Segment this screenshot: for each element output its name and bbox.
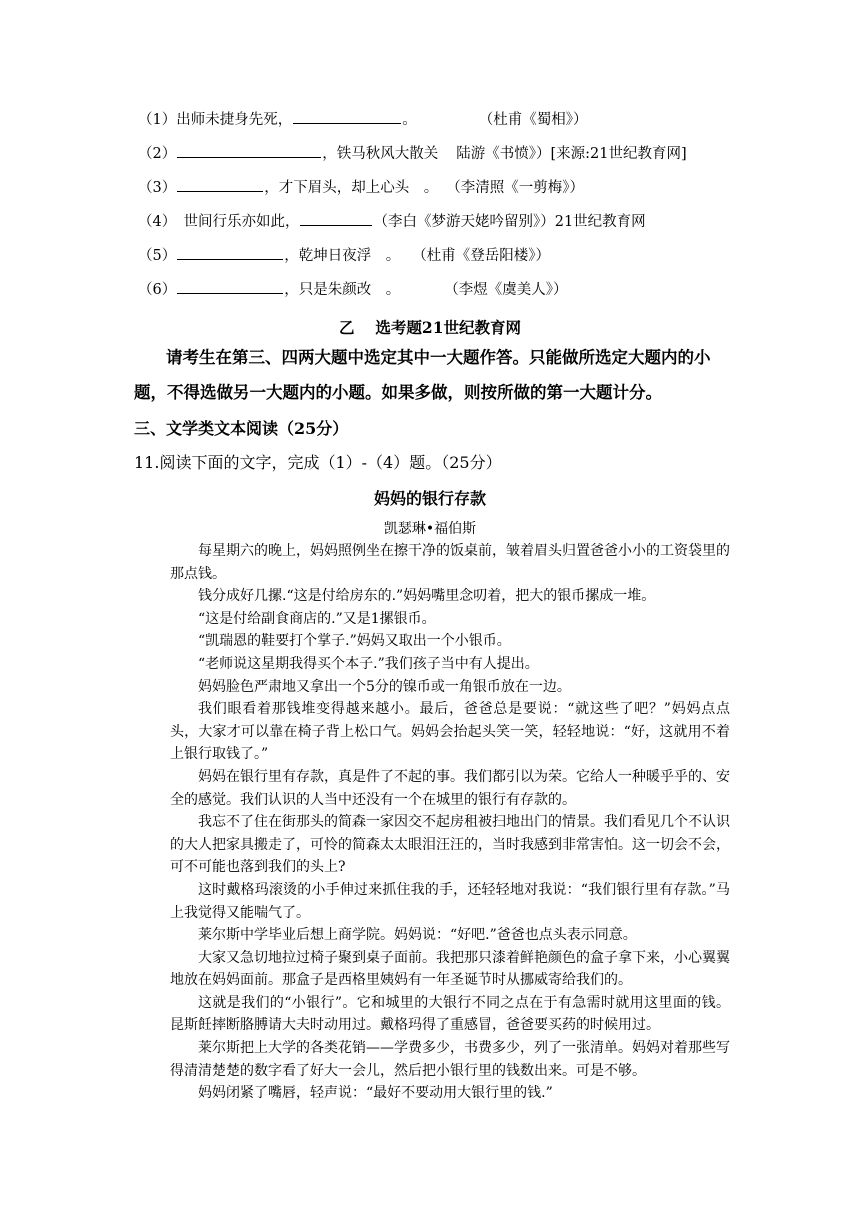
story-paragraph: 这就是我们的“小银行”。它和城里的大银行不同之点在于有急需时就用这里面的钱。昆斯飪摔断胳膊请大夫时动用过。戴格玛得了重感冒，爸爸要买药的时候用过。	[170, 994, 730, 1034]
story-paragraph: 妈妈脸色严肃地又拿出一个5分的镍币或一角银币放在一边。	[198, 678, 571, 695]
story-title: 妈妈的银行存款	[373, 489, 486, 508]
answer-blank[interactable]	[177, 279, 283, 294]
quote-text-after: 。	[402, 112, 417, 128]
quote-line-4	[138, 210, 646, 234]
quote-line-2	[138, 142, 687, 166]
quote-source: （李白《梦游天姥吟留别》）21世纪教育网	[373, 214, 646, 230]
quote-text-after: ，才下眉头，却上心头 。	[264, 180, 439, 196]
quote-text-before: 世间行乐亦如此，	[168, 214, 300, 230]
story-paragraph: “老师说这星期我得买个本子.”我们孩子当中有人提出。	[198, 655, 539, 672]
section-3-heading: 三、文学类文本阅读（25分）	[134, 419, 349, 438]
quote-number: （4）	[138, 214, 169, 230]
quote-number: （6）	[138, 282, 177, 298]
story-paragraph: 妈妈闭紧了嘴唇，轻声说：“最好不要动用大银行里的钱.”	[198, 1085, 553, 1102]
story-body	[170, 540, 730, 1105]
quote-source: 陆游《书愤》）[来源:21世纪教育网]	[456, 146, 687, 162]
quote-number: （2）	[138, 146, 177, 162]
quote-line-6	[138, 278, 567, 302]
quote-source: （李煜《虞美人》）	[444, 282, 568, 298]
story-paragraph: 这时戴格玛滚烫的小手伸过来抓住我的手，还轻轻地对我说：“我们银行里有存款。”马上我觉得又能喘气了。	[170, 881, 730, 921]
story-paragraph: “凯瑞恩的鞋要打个掌子.”妈妈又取出一个小银币。	[198, 633, 511, 650]
story-paragraph: 每星期六的晚上，妈妈照例坐在擦干净的饭桌前，皱着眉头归置爸爸小小的工资袋里的那点钱。	[170, 543, 730, 582]
quote-number: （5）	[138, 248, 177, 264]
story-paragraph: 我们眼看着那钱堆变得越来越小。最后，爸爸总是要说：“就这些了吧？”妈妈点点头，大家才可以靠在椅子背上松口气。妈妈会抬起头笑一笑，轻轻地说：“好，这就用不着上银行取钱了。”	[170, 701, 730, 763]
answer-blank[interactable]	[177, 245, 283, 260]
quote-text-after: ，乾坤日夜浮 。	[284, 248, 401, 264]
story-paragraph: 妈妈在银行里有存款，真是件了不起的事。我们都引以为荣。它给人一种暖乎乎的、安全的感觉。我们认识的人当中还没有一个在城里的银行有存款的。	[170, 768, 730, 808]
story-paragraph: 莱尔斯中学毕业后想上商学院。妈妈说：“好吧.”爸爸也点头表示同意。	[198, 927, 637, 944]
answer-blank[interactable]	[300, 211, 372, 226]
story-paragraph: 我忘不了住在街那头的简森一家因交不起房租被扫地出门的情景。我们看见几个不认识的大人把家具搬走了，可怜的简森太太眼泪汪汪的，当时我感到非常害怕。这一切会不会，可不可能也落到我们的头上?	[170, 814, 730, 876]
answer-blank[interactable]	[293, 109, 401, 124]
story-paragraph: “这是付给副食商店的.”又是1摞银币。	[198, 610, 436, 627]
quote-line-5	[138, 244, 550, 268]
story-paragraph: 钱分成好几摞.“这是付给房东的.”妈妈嘴里念叨着，把大的银币摞成一堆。	[198, 588, 656, 605]
instruction-text: 请考生在第三、四两大题中选定其中一大题作答。只能做所选定大题内的小题，不得选做另一大题内的小题。如果多做，则按所做的第一大题计分。	[134, 348, 711, 402]
quote-source: （杜甫《蜀相》）	[478, 112, 588, 128]
quote-line-1	[138, 108, 587, 132]
quote-source: （杜甫《登岳阳楼》）	[412, 248, 550, 264]
story-paragraph: 大家又急切地拉过椅子聚到桌子面前。我把那只漆着鲜艳颜色的盒子拿下来，小心翼翼地放在妈妈面前。那盒子是西格里姨妈有一年圣诞节时从挪威寄给我们的。	[170, 949, 730, 989]
story-paragraph: 莱尔斯把上大学的各类花销——学费多少，书费多少，列了一张清单。妈妈对着那些写得清清楚楚的数字看了好大一会儿，然后把小银行里的钱数出来。可是不够。	[170, 1040, 730, 1079]
quote-line-3	[138, 176, 584, 200]
section-b-title: 乙 选考题21世纪教育网	[339, 318, 521, 337]
quote-text-after: ，只是朱颜改 。	[284, 282, 401, 298]
question-11-prompt: 11.阅读下面的文字，完成（1）-（4）题。（25分）	[134, 453, 502, 472]
story-author: 凯瑟琳•福伯斯	[383, 521, 477, 537]
quote-number: （3）	[138, 180, 177, 196]
quote-text-before: 出师未捷身先死，	[176, 112, 293, 128]
answer-blank[interactable]	[177, 143, 321, 158]
quote-source: （李清照《一剪梅》）	[446, 180, 584, 196]
quote-number: （1）	[138, 112, 177, 128]
answer-blank[interactable]	[177, 177, 263, 192]
quote-text-after: ，铁马秋风大散关	[322, 146, 439, 162]
